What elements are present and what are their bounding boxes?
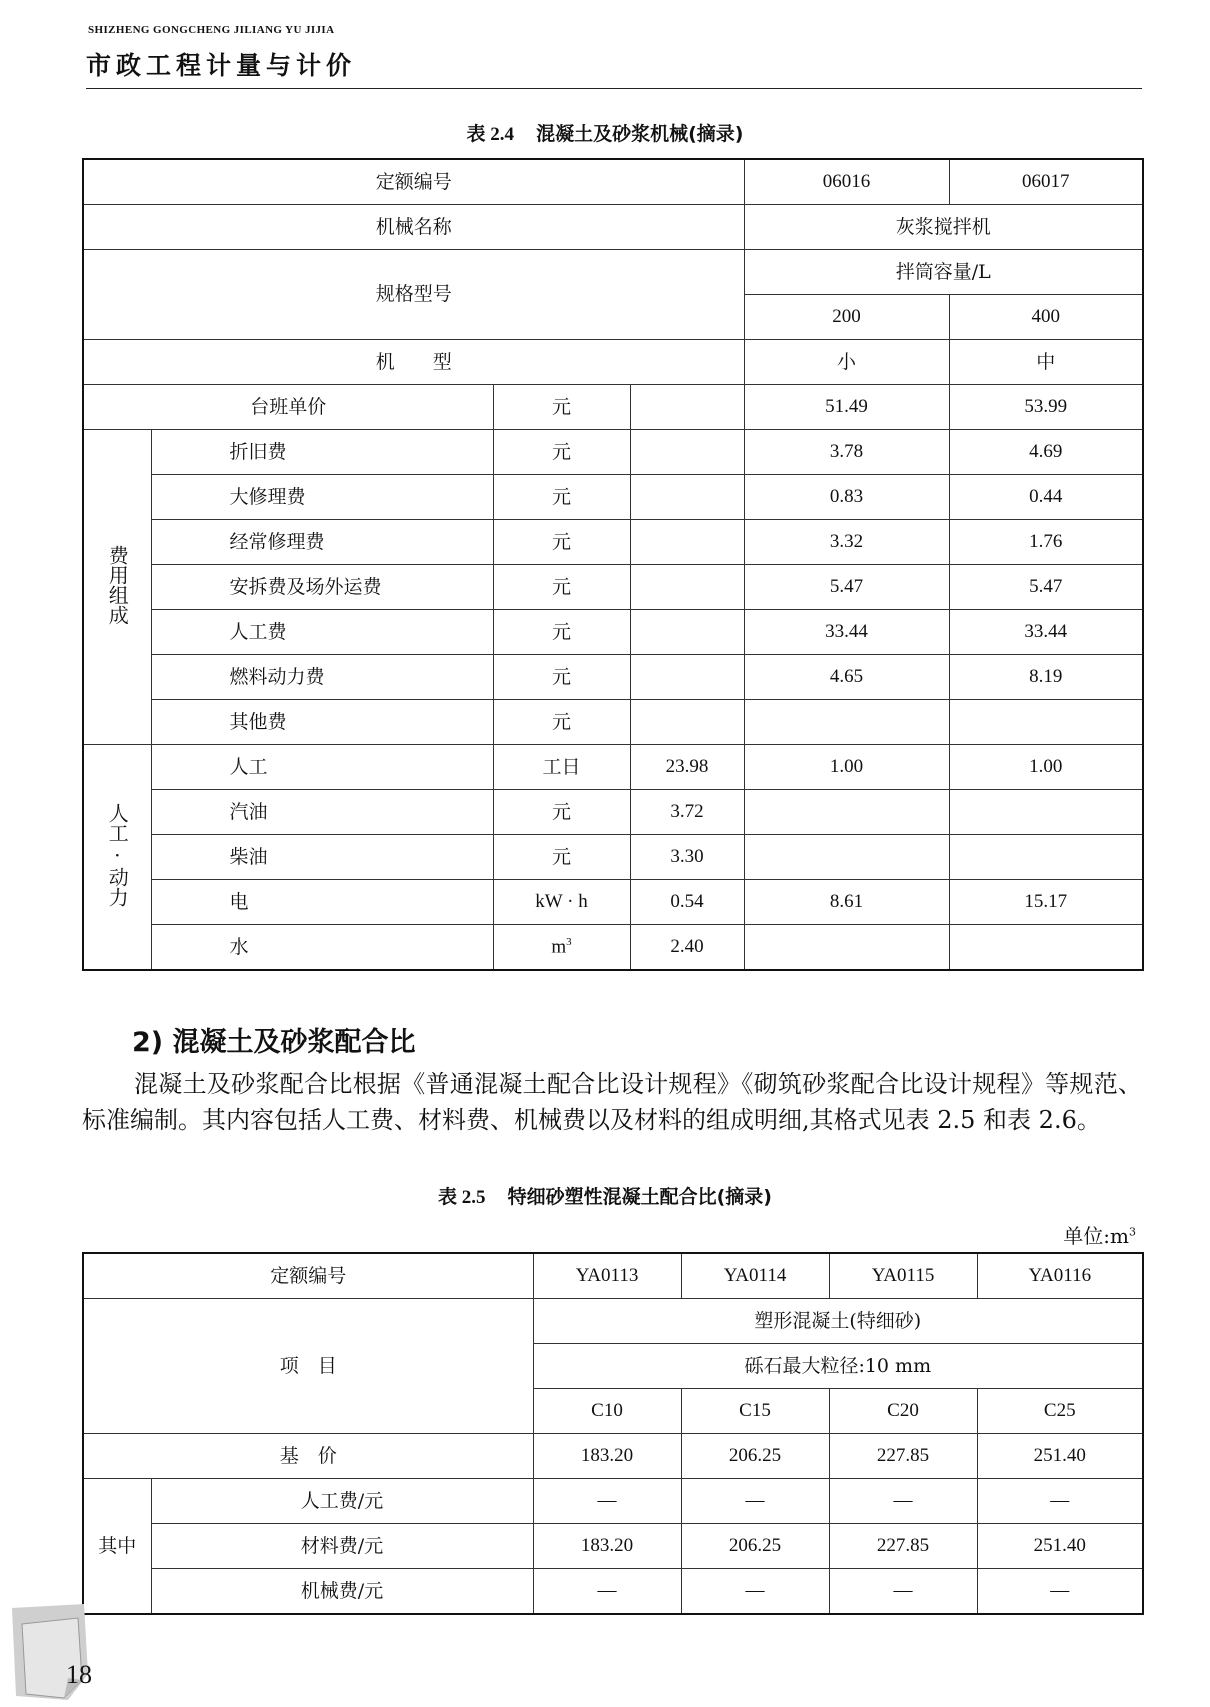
code-cell: YA0115 — [829, 1253, 977, 1299]
value-cell: 183.20 — [533, 1434, 681, 1479]
value-cell: 3.78 — [744, 430, 949, 475]
price-cell — [630, 700, 744, 745]
body-paragraph: 混凝土及砂浆配合比根据《普通混凝土配合比设计规程》《砌筑砂浆配合比设计规程》等规范、标准编制。其内容包括人工费、材料费、机械费以及材料的组成明细,其格式见表 2.5 和表 2.6。 — [82, 1070, 1142, 1134]
value-cell: 1.00 — [949, 745, 1143, 790]
value-cell: 206.25 — [681, 1434, 829, 1479]
value-cell — [949, 925, 1143, 971]
row-name: 人工费/元 — [151, 1479, 533, 1524]
code-cell: YA0116 — [977, 1253, 1143, 1299]
price-cell: 3.72 — [630, 790, 744, 835]
unit-cell: 元 — [493, 385, 630, 430]
item-sub-2: 砾石最大粒径:10 mm — [533, 1344, 1143, 1389]
table-2-4 — [82, 158, 1144, 971]
base-price-label: 基 价 — [83, 1434, 533, 1479]
row-name: 经常修理费 — [151, 520, 493, 565]
header-rule — [86, 88, 1142, 89]
unit-cell: kW · h — [493, 880, 630, 925]
unit-cell: $m^3$ — [493, 925, 630, 971]
value-cell — [744, 790, 949, 835]
unit-cell: 工日 — [493, 745, 630, 790]
item-sub-1: 塑形混凝土(特细砂) — [533, 1299, 1143, 1344]
unit-cell: 元 — [493, 565, 630, 610]
value-cell: 5.47 — [949, 565, 1143, 610]
unit-cell: 元 — [493, 700, 630, 745]
spec-label: 规格型号 — [83, 250, 744, 340]
price-cell — [630, 610, 744, 655]
value-cell: 8.19 — [949, 655, 1143, 700]
value-cell: — — [681, 1479, 829, 1524]
value-cell: 1.00 — [744, 745, 949, 790]
value-cell: — — [533, 1569, 681, 1615]
value-cell: 4.69 — [949, 430, 1143, 475]
section-heading: 2) 混凝土及砂浆配合比 — [132, 1027, 416, 1058]
type-cell: 中 — [949, 340, 1143, 385]
row-name: 安拆费及场外运费 — [151, 565, 493, 610]
row-name: 人工 — [151, 745, 493, 790]
row-name: 汽油 — [151, 790, 493, 835]
table-2-4-caption — [0, 119, 1210, 146]
value-cell: 8.61 — [744, 880, 949, 925]
type-cell: 小 — [744, 340, 949, 385]
value-cell: — — [681, 1569, 829, 1615]
value-cell — [949, 835, 1143, 880]
type-label: 机 型 — [83, 340, 744, 385]
unit-cell: 元 — [493, 655, 630, 700]
unit-note: 单位$:m^3$ — [1063, 1224, 1136, 1248]
grade-cell: C15 — [681, 1389, 829, 1434]
row-name: 折旧费 — [151, 430, 493, 475]
value-cell — [744, 700, 949, 745]
row-name: 水 — [151, 925, 493, 971]
value-cell: 53.99 — [949, 385, 1143, 430]
row-name: 柴油 — [151, 835, 493, 880]
price-cell — [630, 520, 744, 565]
value-cell: 251.40 — [977, 1524, 1143, 1569]
row-name: 机械费/元 — [151, 1569, 533, 1615]
row-name: 燃料动力费 — [151, 655, 493, 700]
price-cell — [630, 385, 744, 430]
code-cell: YA0114 — [681, 1253, 829, 1299]
unit-cell: 元 — [493, 790, 630, 835]
caption-number: 表 2.5 — [438, 1187, 486, 1208]
code-cell: 06016 — [744, 159, 949, 205]
value-cell: 51.49 — [744, 385, 949, 430]
caption-number: 表 2.4 — [466, 124, 515, 145]
unit-cell: 元 — [493, 835, 630, 880]
value-cell: — — [533, 1479, 681, 1524]
row-name: 材料费/元 — [151, 1524, 533, 1569]
value-cell — [744, 925, 949, 971]
machine-name-value: 灰浆搅拌机 — [744, 205, 1143, 250]
value-cell: — — [977, 1479, 1143, 1524]
grade-cell: C10 — [533, 1389, 681, 1434]
caption-title: 特细砂塑性混凝土配合比(摘录) — [507, 1186, 772, 1208]
machine-name-label: 机械名称 — [83, 205, 744, 250]
item-label: 项 目 — [83, 1299, 533, 1434]
capacity-cell: 400 — [949, 295, 1143, 340]
price-cell: 3.30 — [630, 835, 744, 880]
price-cell — [630, 655, 744, 700]
cost-group-label: 费用组成 — [83, 430, 151, 745]
value-cell: 33.44 — [949, 610, 1143, 655]
value-cell: 3.32 — [744, 520, 949, 565]
quota-label: 定额编号 — [83, 1253, 533, 1299]
unit-cell: 元 — [493, 610, 630, 655]
price-cell — [630, 475, 744, 520]
price-cell: 2.40 — [630, 925, 744, 971]
page-number: 18 — [66, 1660, 92, 1689]
unit-cell: 元 — [493, 475, 630, 520]
running-header-en: SHIZHENG GONGCHENG JILIANG YU JIJIA — [88, 24, 335, 36]
row-name: 其他费 — [151, 700, 493, 745]
value-cell: 206.25 — [681, 1524, 829, 1569]
grade-cell: C25 — [977, 1389, 1143, 1434]
value-cell: 251.40 — [977, 1434, 1143, 1479]
row-name: 大修理费 — [151, 475, 493, 520]
value-cell — [744, 835, 949, 880]
value-cell: 1.76 — [949, 520, 1143, 565]
labor-group-label: 人工·动力 — [83, 745, 151, 971]
unit-cell: 元 — [493, 430, 630, 475]
unit-cell: 元 — [493, 520, 630, 565]
row-name: 人工费 — [151, 610, 493, 655]
value-cell: 0.83 — [744, 475, 949, 520]
capacity-cell: 200 — [744, 295, 949, 340]
price-cell: 0.54 — [630, 880, 744, 925]
value-cell: 4.65 — [744, 655, 949, 700]
value-cell — [949, 790, 1143, 835]
value-cell: — — [829, 1569, 977, 1615]
code-cell: YA0113 — [533, 1253, 681, 1299]
value-cell: — — [829, 1479, 977, 1524]
value-cell — [949, 700, 1143, 745]
breakdown-group-label: 其中 — [83, 1479, 151, 1615]
table-2-5-caption — [0, 1182, 1210, 1209]
running-header-cn: 市政工程计量与计价 — [86, 51, 357, 80]
value-cell: 227.85 — [829, 1434, 977, 1479]
table-2-5 — [82, 1252, 1144, 1615]
grade-cell: C20 — [829, 1389, 977, 1434]
value-cell: 183.20 — [533, 1524, 681, 1569]
price-cell: 23.98 — [630, 745, 744, 790]
caption-title: 混凝土及砂浆机械(摘录) — [536, 123, 744, 145]
value-cell: 227.85 — [829, 1524, 977, 1569]
quota-label: 定额编号 — [83, 159, 744, 205]
spec-sub: 拌筒容量/L — [744, 250, 1143, 295]
value-cell: — — [977, 1569, 1143, 1615]
code-cell: 06017 — [949, 159, 1143, 205]
unit-price-label: 台班单价 — [83, 385, 493, 430]
row-name: 电 — [151, 880, 493, 925]
value-cell: 0.44 — [949, 475, 1143, 520]
price-cell — [630, 565, 744, 610]
value-cell: 33.44 — [744, 610, 949, 655]
price-cell — [630, 430, 744, 475]
value-cell: 15.17 — [949, 880, 1143, 925]
value-cell: 5.47 — [744, 565, 949, 610]
